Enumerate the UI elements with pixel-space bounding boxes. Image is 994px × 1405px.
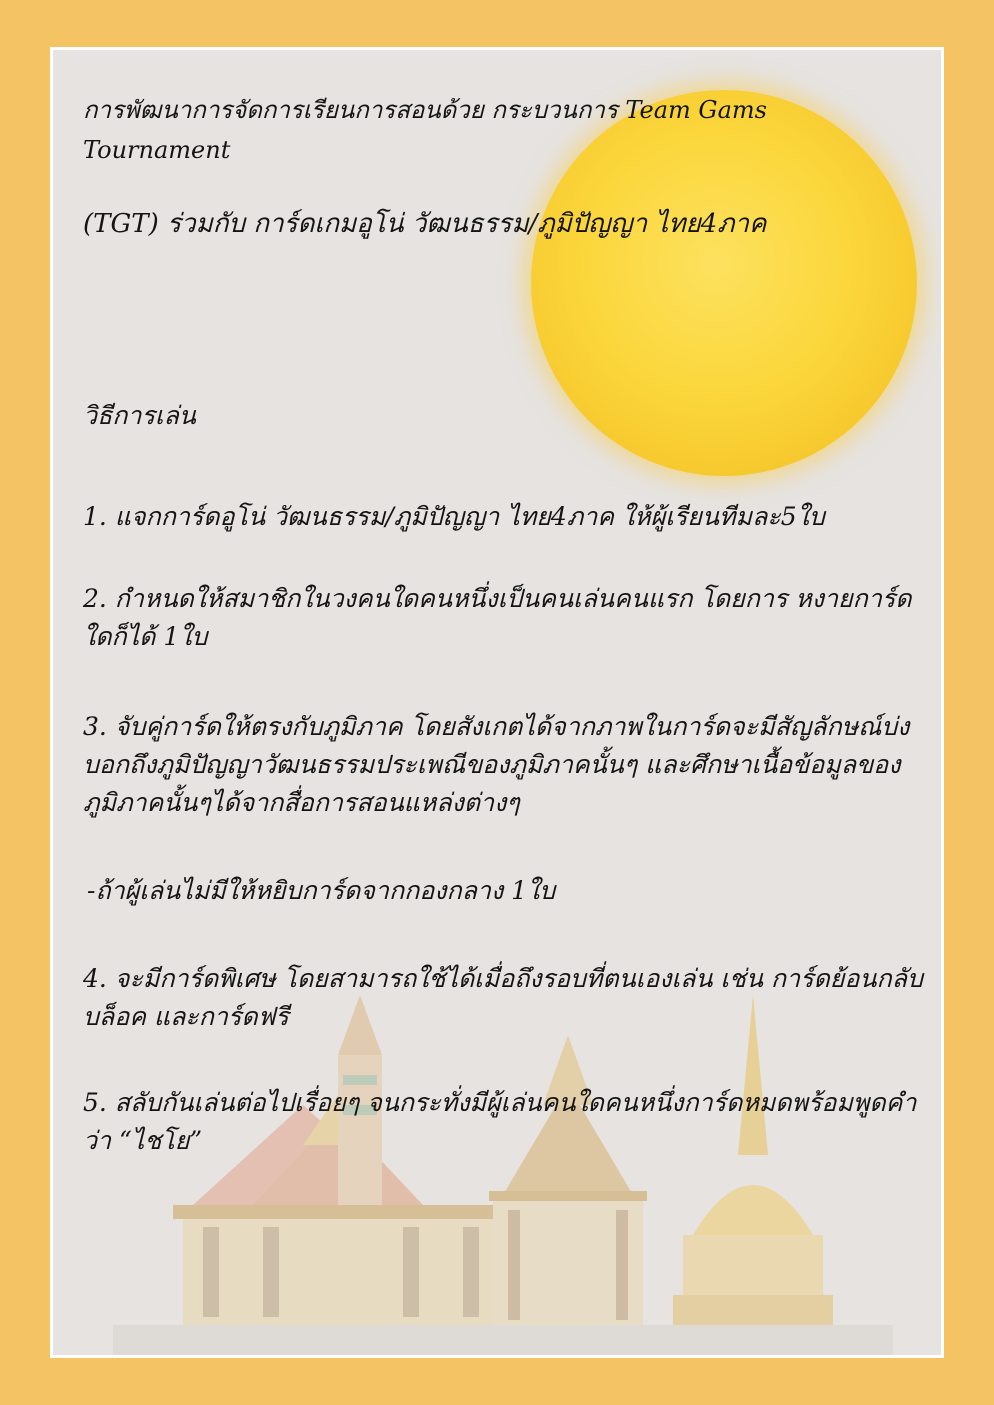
document-page (50, 47, 944, 1358)
step-item: 2. กำหนดให้สมาชิกในวงคนใดคนหนึ่งเป็นคนเล่นคนแรก โดยการ หงายการ์ดใดก็ได้ 1ใบ (83, 584, 912, 651)
step-item: 4. จะมีการ์ดพิเศษ โดยสามารถใช้ได้เมื่อถึงรอบที่ตนเองเล่น เช่น การ์ดย้อนกลับ บล็อค และการ์ดฟรี (83, 964, 923, 1031)
steps-list (83, 498, 923, 1160)
step-note: -ถ้าผู้เล่นไม่มีให้หยิบการ์ดจากกองกลาง 1ใบ (87, 876, 556, 905)
document-content (83, 90, 923, 1160)
title-line-2: Tournament (83, 136, 231, 164)
step-item: 5. สลับกันเล่นต่อไปเรื่อยๆ จนกระทั่งมีผู้เล่นคนใดคนหนึ่งการ์ดหมดพร้อมพูดคำว่า “ไชโย” (83, 1088, 917, 1155)
document-subtitle: (TGT) ร่วมกับ การ์ดเกมอูโน่ วัฒนธรรม/ภูมิปัญญา ไทย4ภาค (83, 209, 767, 239)
title-line-1: การพัฒนาการจัดการเรียนการสอนด้วย กระบวนการ Team Gams (83, 96, 767, 124)
document-title (83, 90, 923, 170)
step-item: 3. จับคู่การ์ดให้ตรงกับภูมิภาค โดยสังเกตได้จากภาพในการ์ดจะมีสัญลักษณ์บ่งบอกถึงภูมิปัญญาวัฒนธรรมประเพณีของภูมิภาคนั้นๆ และศึกษาเนื้อข้อมูลของภูมิภาคนั้นๆได้จากสื่อการสอนแหล่งต่างๆ (83, 712, 910, 817)
howto-heading: วิธีการเล่น (83, 401, 196, 430)
step-item: 1. แจกการ์ดอูโน่ วัฒนธรรม/ภูมิปัญญา ไทย4ภาค ให้ผู้เรียนทีมละ5ใบ (83, 502, 825, 531)
